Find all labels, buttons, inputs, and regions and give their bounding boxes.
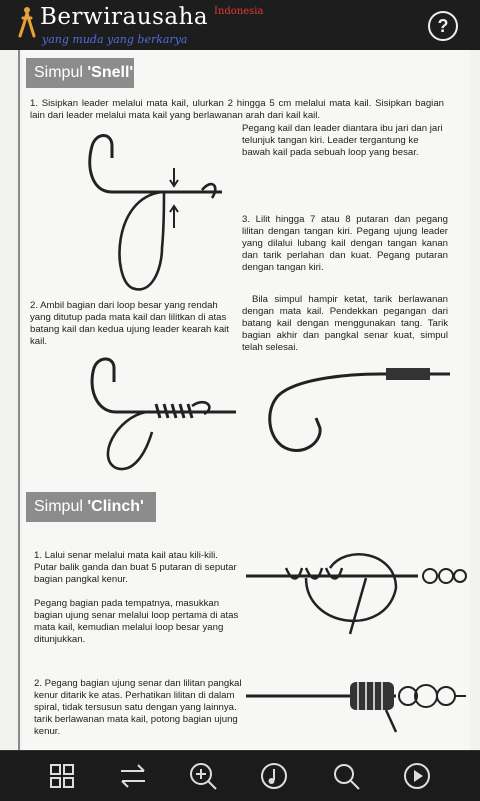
- snell-hook-illustration-1: [52, 128, 242, 300]
- heading-prefix: Simpul: [34, 64, 88, 81]
- section-heading-clinch: [26, 492, 156, 522]
- heading-name: 'Clinch': [87, 498, 144, 515]
- grid-icon[interactable]: [47, 761, 77, 791]
- search-icon[interactable]: [331, 761, 361, 791]
- zoom-in-icon[interactable]: [188, 761, 218, 791]
- question-circle-icon: ?: [437, 16, 449, 36]
- clinch-step-1b: Pegang bagian pada tempatnya, masukkan bagian ujung senar melalui loop pertama di atas mata kail, kemudian melalui loop besar yang ditunjukkan.: [34, 598, 239, 645]
- document-page: [0, 50, 480, 750]
- snell-step-2: 2. Ambil bagian dari loop besar yang rendah yang ditutup pada mata kail dan lilitkan di atas batang kail dan kedua ujung leader kearah kait kail.: [30, 300, 229, 347]
- heading-prefix: Simpul: [34, 498, 88, 515]
- clinch-step-2: 2. Pegang bagian ujung senar dan lilitan pangkal kenur ditarik ke atas. Perhatikan lilitan di dalam spiral, tidak tersusun satu dengan yang lainnya. tarik berlawanan mata kail, potong bagian ujung kenur.: [34, 678, 242, 737]
- clinch-illustration-1: [246, 538, 470, 648]
- app-brand: Berwirausaha: [40, 4, 209, 30]
- snell-step-3b: Bila simpul hampir ketat, tarik berlawanan dengan mata kail. Pendekkan pegangan dari batang kail dengan menggunakan tang. Tarik bagian akhir dan pangkal senar kuat, simpul telah selesai.: [242, 294, 448, 353]
- heading-name: 'Snell': [87, 64, 134, 81]
- app-tagline: yang muda yang berkarya: [42, 33, 188, 46]
- bottom-toolbar: [0, 750, 480, 801]
- snell-step-3: 3. Lilit hingga 7 atau 8 putaran dan pegang lilitan dengan tangan kiri. Pegang ujung leader yang dilalui lubang kail dengan tangan kanan dan tarik perlahan dan kuat. Pegang putaran dengan tangan kiri.: [242, 214, 448, 273]
- logo-figure-icon: [16, 6, 38, 42]
- app-header: [0, 0, 480, 51]
- music-note-icon[interactable]: [259, 761, 289, 791]
- clinch-step-1: 1. Lalui senar melalui mata kail atau kili-kili. Putar balik ganda dan buat 5 putaran di seputar bagian pangkal kenur.: [34, 550, 237, 585]
- help-button[interactable]: [428, 11, 458, 41]
- swap-arrows-icon[interactable]: [118, 761, 148, 791]
- page-edge: [18, 50, 20, 750]
- section-heading-snell: [26, 58, 134, 88]
- snell-step-1: 1. Sisipkan leader melalui mata kail, ulurkan 2 hingga 5 cm melalui mata kail. Sisipkan bagian lain dari leader melalui mata kail yang berlawanan arah dari kail kail.: [30, 98, 444, 121]
- snell-hook-illustration-2: [56, 348, 256, 478]
- page-content: [22, 50, 470, 750]
- snell-hook-illustration-3: [260, 354, 460, 464]
- play-icon[interactable]: [402, 761, 432, 791]
- app-brand-country: Indonesia: [214, 6, 264, 17]
- clinch-illustration-2: [246, 656, 470, 736]
- snell-step-1b: Pegang kail dan leader diantara ibu jari dan jari telunjuk tangan kiri. Leader tergantung ke bawah kail pada sebuah loop yang besar.: [242, 123, 443, 158]
